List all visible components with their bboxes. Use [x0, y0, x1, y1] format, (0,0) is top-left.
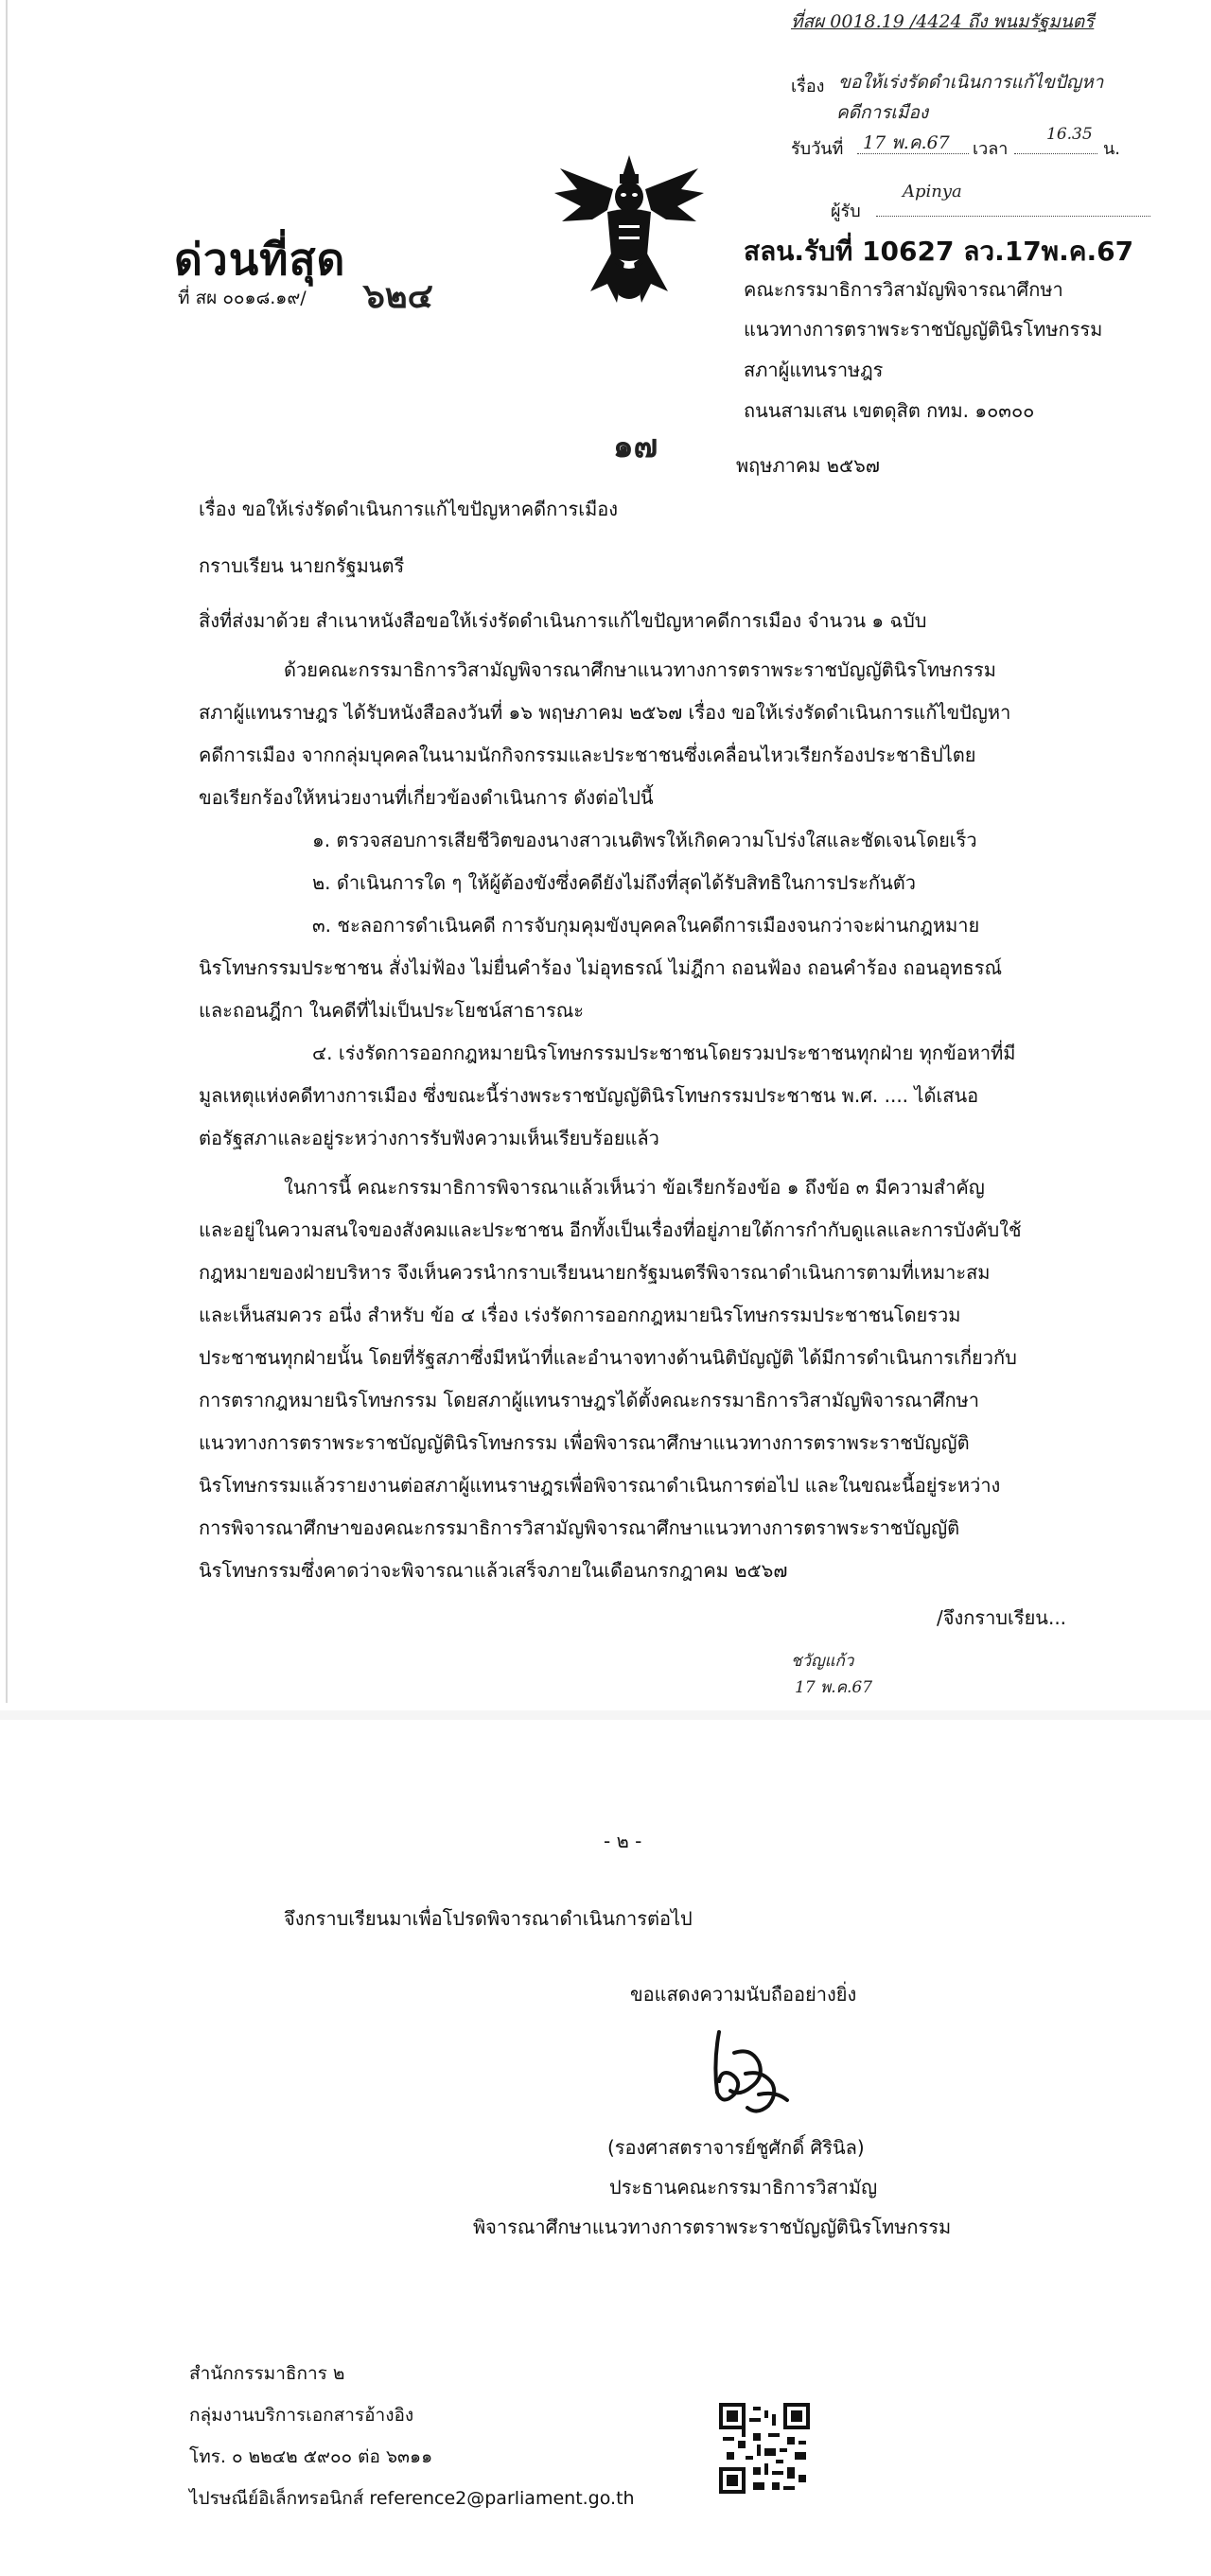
para1-line4: ขอเรียกร้องให้หน่วยงานที่เกี่ยวข้องดำเนินการ ดังต่อไปนี้ [199, 786, 654, 809]
date-month-year: พฤษภาคม ๒๕๖๗ [736, 454, 880, 477]
para1-line1: ด้วยคณะกรรมาธิการวิสามัญพิจารณาศึกษาแนวทางการตราพระราชบัญญัตินิรโทษกรรม [284, 658, 996, 681]
sender-line4: ถนนสามเสน เขตดุสิต กทม. ๑๐๓๐๐ [744, 399, 1035, 422]
item4-line3: ต่อรัฐสภาและอยู่ระหว่างการรับฟังความเห็นเรียบร้อยแล้ว [199, 1127, 659, 1149]
receipt-receiver-label: ผู้รับ [831, 202, 861, 221]
office-receipt-stamp: สลน.รับที่ 10627 ลว.17พ.ค.67 [744, 236, 1134, 267]
para2-line7: แนวทางการตราพระราชบัญญัตินิรโทษกรรม เพื่อพิจารณาศึกษาแนวทางการตราพระราชบัญญัติ [199, 1431, 970, 1454]
receipt-subject-label: เรื่อง [791, 77, 825, 96]
scan-edge-line [6, 0, 8, 1703]
enclosure-line: สิ่งที่ส่งมาด้วย สำเนาหนังสือขอให้เร่งรัดดำเนินการแก้ไขปัญหาคดีการเมือง จำนวน ๑ ฉบับ [199, 609, 927, 632]
urgency-stamp: ด่วนที่สุด [174, 234, 346, 285]
document-number-value: ๖๒๔ [363, 276, 433, 316]
para2-line10: นิรโทษกรรมซึ่งคาดว่าจะพิจารณาแล้วเสร็จภายในเดือนกรกฎาคม ๒๕๖๗ [199, 1559, 788, 1582]
para2-line4: และเห็นสมควร อนึ่ง สำหรับ ข้อ ๔ เรื่อง เร่งรัดการออกกฎหมายนิรโทษกรรมประชาชนโดยรวม [199, 1304, 961, 1326]
receipt-time-unit: น. [1103, 139, 1121, 159]
signature-icon [702, 2024, 793, 2119]
signer-title2: พิจารณาศึกษาแนวทางการตราพระราชบัญญัตินิรโทษกรรม [473, 2216, 952, 2238]
page-separator [0, 1710, 1211, 1720]
item4-line2: มูลเหตุแห่งคดีทางการเมือง ซึ่งขณะนี้ร่างพระราชบัญญัตินิรโทษกรรมประชาชน พ.ศ. .... ได้เสนอ [199, 1084, 979, 1107]
footer-email: ไปรษณีย์อิเล็กทรอนิกส์ reference2@parliament.go.th [189, 2488, 635, 2509]
para1-line2: สภาผู้แทนราษฎร ได้รับหนังสือลงวันที่ ๑๖ พฤษภาคม ๒๕๖๗ เรื่อง ขอให้เร่งรัดดำเนินการแก้ไขปัญหา [199, 701, 1011, 724]
subject-line: เรื่อง ขอให้เร่งรัดดำเนินการแก้ไขปัญหาคดีการเมือง [199, 498, 619, 520]
signer-title1: ประธานคณะกรรมาธิการวิสามัญ [609, 2176, 878, 2199]
sender-line2: แนวทางการตราพระราชบัญญัตินิรโทษกรรม [744, 318, 1103, 341]
sender-line3: สภาผู้แทนราษฎร [744, 359, 884, 381]
item4-line1: ๔. เร่งรัดการออกกฎหมายนิรโทษกรรมประชาชนโดยรวมประชาชนทุกฝ่าย ทุกข้อหาที่มี [312, 1042, 1016, 1064]
handwritten-initials: ชวัญแก้ว [791, 1652, 854, 1671]
item3-line2: นิรโทษกรรมประชาชน สั่งไม่ฟ้อง ไม่ยื่นคำร้อง ไม่อุทธรณ์ ไม่ฎีกา ถอนฟ้อง ถอนคำร้อง ถอนอุทธรณ์ [199, 956, 1003, 979]
sender-line1: คณะกรรมาธิการวิสามัญพิจารณาศึกษา [744, 278, 1063, 301]
para2-line6: การตรากฎหมายนิรโทษกรรม โดยสภาผู้แทนราษฎรได้ตั้งคณะกรรมาธิการวิสามัญพิจารณาศึกษา [199, 1389, 979, 1411]
receipt-date-value: 17 พ.ค.67 [863, 132, 950, 153]
receipt-line1: ที่สผ 0018.19 /4424 ถึง พนมรัฐมนตรี [791, 11, 1095, 32]
para2-line8: นิรโทษกรรมแล้วรายงานต่อสภาผู้แทนราษฎรเพื่อพิจารณาดำเนินการต่อไป และในขณะนี้อยู่ระหว่าง [199, 1474, 1001, 1497]
garuda-emblem-icon [549, 151, 710, 307]
receipt-subject-value: ขอให้เร่งรัดดำเนินการแก้ไขปัญหา [838, 72, 1104, 93]
handwritten-initials-date: 17 พ.ค.67 [795, 1678, 873, 1697]
date-day: ๑๗ [613, 428, 658, 465]
item2: ๒. ดำเนินการใด ๆ ให้ผู้ต้องขังซึ่งคดียังไม่ถึงที่สุดได้รับสิทธิในการประกันตัว [312, 871, 916, 894]
receipt-receiver-value: Apinya [903, 182, 962, 202]
document-number-label: ที่ สผ ๐๐๑๘.๑๙/ [178, 288, 307, 308]
item3-line1: ๓. ชะลอการดำเนินคดี การจับกุมคุมขังบุคคลในคดีการเมืองจนกว่าจะผ่านกฎหมาย [312, 914, 980, 937]
salutation-line: กราบเรียน นายกรัฐมนตรี [199, 554, 405, 577]
page-number: - ๒ - [604, 1830, 642, 1852]
receipt-time-label: เวลา [973, 139, 1009, 159]
receipt-time-value: 16.35 [1046, 125, 1093, 144]
footer-office: สำนักกรรมาธิการ ๒ [189, 2363, 345, 2384]
continued-marker: /จึงกราบเรียน... [937, 1606, 1067, 1629]
para2-line3: กฎหมายของฝ่ายบริหาร จึงเห็นควรนำกราบเรียนนายกรัฐมนตรีพิจารณาดำเนินการตามที่เหมาะสม [199, 1261, 991, 1284]
para2-line9: การพิจารณาศึกษาของคณะกรรมาธิการวิสามัญพิจารณาศึกษาแนวทางการตราพระราชบัญญัติ [199, 1516, 960, 1539]
signer-name: (รองศาสตราจารย์ชูศักดิ์ ศิรินิล) [607, 2136, 865, 2159]
receipt-subject-value2: คดีการเมือง [836, 102, 929, 123]
receipt-date-label: รับวันที่ [791, 139, 844, 159]
respect-line: ขอแสดงความนับถืออย่างยิ่ง [630, 1983, 857, 2006]
item3-line3: และถอนฎีกา ในคดีที่ไม่เป็นประโยชน์สาธารณะ [199, 999, 585, 1022]
closing-line: จึงกราบเรียนมาเพื่อโปรดพิจารณาดำเนินการต่อไป [284, 1907, 693, 1930]
footer-group: กลุ่มงานบริการเอกสารอ้างอิง [189, 2405, 414, 2426]
para1-line3: คดีการเมือง จากกลุ่มบุคคลในนามนักกิจกรรมและประชาชนซึ่งเคลื่อนไหวเรียกร้องประชาธิปไตย [199, 744, 976, 766]
qr-code-icon [719, 2403, 810, 2494]
para2-line1: ในการนี้ คณะกรรมาธิการพิจารณาแล้วเห็นว่า ข้อเรียกร้องข้อ ๑ ถึงข้อ ๓ มีความสำคัญ [284, 1176, 985, 1199]
para2-line5: ประชาชนทุกฝ่ายนั้น โดยที่รัฐสภาซึ่งมีหน้าที่และอำนาจทางด้านนิติบัญญัติ ได้มีการดำเนินการเกี่ยวกับ [199, 1346, 1017, 1369]
footer-phone: โทร. ๐ ๒๒๔๒ ๕๙๐๐ ต่อ ๖๓๑๑ [189, 2446, 433, 2467]
para2-line2: และอยู่ในความสนใจของสังคมและประชาชน อีกทั้งเป็นเรื่องที่อยู่ภายใต้การกำกับดูแลและการบังคับใช้ [199, 1218, 1022, 1241]
item1: ๑. ตรวจสอบการเสียชีวิตของนางสาวเนติพรให้เกิดความโปร่งใสและชัดเจนโดยเร็ว [312, 829, 977, 851]
